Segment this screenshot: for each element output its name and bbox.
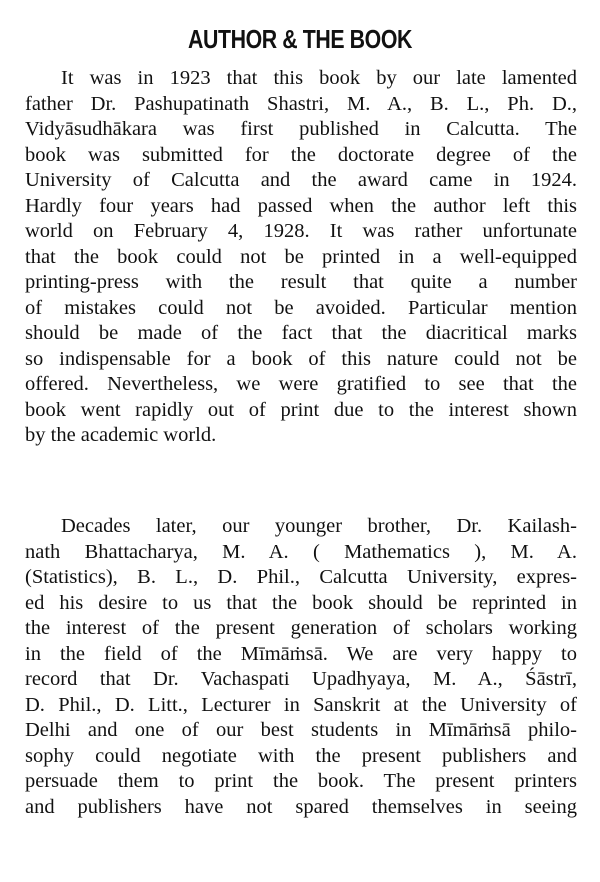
text-line: D. Phil., D. Litt., Lecturer in Sanskrit at the University of: [25, 693, 577, 716]
text-line: and publishers have not spared themselves in seeing: [25, 795, 577, 818]
paragraph-2: [25, 514, 577, 820]
paragraph-1: [25, 66, 577, 449]
text-line: the interest of the present generation of scholars working: [25, 617, 577, 639]
text-line: It was in 1923 that this book by our late lamented: [61, 67, 577, 89]
text-line: father Dr. Pashupatinath Shastri, M. A., B. L., Ph. D.,: [25, 92, 577, 115]
text-line: world on February 4, 1928. It was rather unfortunate: [25, 220, 577, 242]
text-line: in the field of the Mīmāṁsā. We are very happy to: [25, 642, 577, 665]
text-line: sophy could negotiate with the present publishers and: [25, 744, 577, 767]
text-line: should be made of the fact that the diacritical marks: [25, 322, 577, 344]
text-line: (Statistics), B. L., D. Phil., Calcutta University, expres-: [25, 566, 577, 588]
text-line: by the academic world.: [25, 424, 217, 446]
text-line: record that Dr. Vachaspati Upadhyaya, M. A., Śāstrī,: [25, 668, 577, 690]
text-line: Vidyāsudhākara was first published in Calcutta. The: [25, 118, 577, 140]
text-line: book was submitted for the doctorate degree of the: [25, 143, 577, 166]
text-line: Hardly four years had passed when the author left this: [25, 194, 577, 217]
text-line: book went rapidly out of print due to the interest shown: [25, 398, 577, 421]
text-line: that the book could not be printed in a well-equipped: [25, 245, 577, 268]
page-title: AUTHOR & THE BOOK: [187, 24, 412, 54]
text-line: ed his desire to us that the book should be reprinted in: [25, 591, 577, 614]
text-line: nath Bhattacharya, M. A. ( Mathematics ), M. A.: [25, 540, 577, 563]
text-line: of mistakes could not be avoided. Particular mention: [25, 296, 577, 319]
text-line: Decades later, our younger brother, Dr. Kailash-: [61, 515, 577, 537]
text-line: offered. Nevertheless, we were gratified to see that the: [25, 373, 577, 395]
text-line: University of Calcutta and the award came in 1924.: [25, 169, 577, 191]
text-line: persuade them to print the book. The present printers: [25, 770, 577, 792]
text-line: so indispensable for a book of this nature could not be: [25, 347, 577, 370]
text-line: printing-press with the result that quite a number: [25, 271, 577, 293]
text-line: Delhi and one of our best students in Mīmāṁsā philo-: [25, 719, 577, 741]
